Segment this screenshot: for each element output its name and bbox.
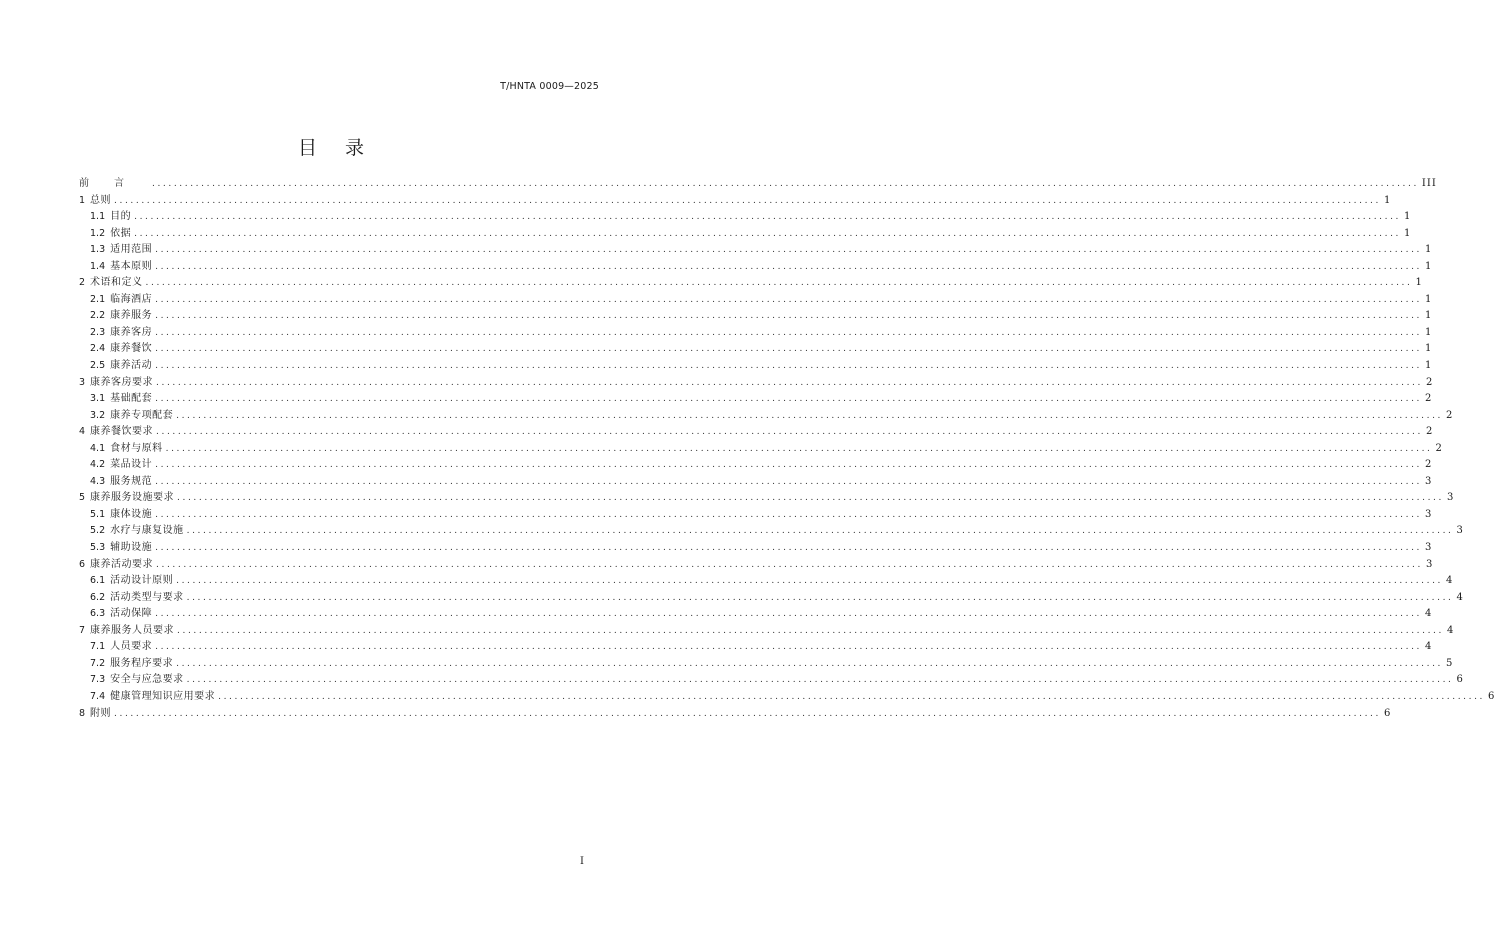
toc-entry-page: 4 [1425,641,1433,653]
toc-entry-title: 活动类型与要求 [110,591,184,603]
toc-leader-dots: ........................................................................................................................................................................................................................................ [177,625,1444,636]
toc-entry-title: 康养餐饮要求 [90,426,154,438]
toc-leader-dots: ........................................................................................................................................................................................................................................ [155,609,1423,620]
toc-leader-dots: ........................................................................................................................................................................................................................................ [155,327,1423,338]
toc-entry-page: 1 [1383,194,1392,206]
toc-leader-dots: ........................................................................................................................................................................................................................................ [155,361,1423,372]
toc-entry[interactable] [79,540,1433,557]
toc-entry[interactable] [79,341,1433,358]
toc-entry[interactable] [79,226,1412,243]
toc-entry-number: 6 [79,558,86,570]
page-title: 目录 [297,137,392,159]
toc-entry-page: 6 [1488,690,1495,702]
toc-leader-dots: ........................................................................................................................................................................................................................................ [177,493,1444,504]
toc-leader-dots: ........................................................................................................................................................................................................................................ [176,410,1444,421]
toc-leader-dots: ........................................................................................................................................................................................................................................ [218,691,1486,702]
toc-leader-dots: ........................................................................................................................................................................................................................................ [155,245,1423,256]
toc-entry-number: 1.4 [90,260,106,272]
toc-leader-dots: ........................................................................................................................................................................................................................................ [114,195,1381,206]
toc-entry-page: 1 [1404,227,1412,239]
toc-entry-title: 康养服务人员要求 [90,624,175,636]
toc-leader-dots: ........................................................................................................................................................................................................................................ [156,377,1423,388]
toc-entry-title: 安全与应急要求 [110,674,184,686]
toc-entry-page: 2 [1446,409,1454,421]
toc-leader-dots: ........................................................................................................................................................................................................................................ [176,576,1444,587]
toc-entry-title: 康养客房 [110,326,153,338]
toc-leader-dots: ........................................................................................................................................................................................................................................ [155,394,1423,405]
toc-entry-title: 健康管理知识应用要求 [110,690,216,702]
toc-entry-page: 3 [1425,508,1433,520]
toc-entry[interactable] [79,656,1454,673]
toc-entry-number: 1.3 [90,244,106,256]
toc-entry-number: 2.1 [90,293,106,305]
toc-entry-page: 5 [1446,657,1454,669]
toc-entry-title: 菜品设计 [110,459,153,471]
toc-entry-title: 适用范围 [110,244,153,256]
toc-entry-number: 2.4 [90,343,106,355]
toc-leader-dots: ........................................................................................................................................................................................................................................ [145,278,1413,289]
toc-entry-page: 1 [1425,293,1433,305]
page-number: I [580,856,584,867]
toc-entry[interactable] [79,275,1423,292]
toc-leader-dots: ........................................................................................................................................................................................................................................ [152,179,1419,189]
toc-entry[interactable] [79,606,1433,623]
toc-entry[interactable] [79,590,1464,607]
table-of-contents [79,176,1495,722]
toc-entry-title: 康养活动 [110,360,153,372]
toc-entry[interactable] [79,474,1433,491]
toc-entry-title: 活动保障 [110,608,153,620]
toc-leader-dots: ........................................................................................................................................................................................................................................ [176,658,1444,669]
toc-entry-title: 康体设施 [110,508,153,520]
toc-entry-number: 7.2 [90,657,106,669]
toc-entry[interactable] [79,689,1495,706]
toc-entry-page: 4 [1446,624,1455,636]
toc-entry-title: 基础配套 [110,393,153,405]
toc-entry-title: 目的 [110,211,132,223]
toc-entry-page: III [1421,178,1437,189]
toc-entry-number: 7.3 [90,674,106,686]
toc-entry-number: 3.2 [90,409,106,421]
toc-entry-title: 水疗与康复设施 [110,525,184,537]
toc-entry-page: 2 [1425,376,1434,388]
toc-entry-number: 2.2 [90,310,106,322]
toc-entry-number: 6.3 [90,608,106,620]
toc-leader-dots: ........................................................................................................................................................................................................................................ [134,212,1402,223]
toc-entry-title: 康养客房要求 [90,376,154,388]
toc-entry-page: 3 [1425,542,1433,554]
toc-entry[interactable] [79,441,1443,458]
toc-entry[interactable] [79,242,1433,259]
toc-entry-page: 3 [1446,492,1455,504]
toc-entry[interactable] [79,557,1434,574]
toc-entry-number: 6.1 [90,575,106,587]
toc-entry-page: 1 [1425,343,1433,355]
toc-entry-title: 术语和定义 [90,277,143,289]
toc-entry-number: 1.1 [90,211,106,223]
toc-entry-page: 1 [1415,277,1423,289]
toc-entry[interactable] [79,523,1464,540]
toc-entry[interactable] [79,672,1464,689]
toc-entry[interactable] [79,325,1433,342]
toc-entry[interactable] [79,408,1454,425]
toc-entry-title: 康养活动要求 [90,558,154,570]
toc-entry[interactable] [79,706,1392,723]
toc-entry-title: 康养服务 [110,310,153,322]
toc-entry-title: 服务程序要求 [110,657,174,669]
toc-leader-dots: ........................................................................................................................................................................................................................................ [165,443,1433,454]
toc-entry-number: 7 [79,624,86,636]
toc-entry-title: 总则 [90,194,112,206]
toc-entry-page: 6 [1456,674,1464,686]
toc-entry-page: 3 [1425,475,1433,487]
toc-entry[interactable] [79,176,1437,193]
toc-entry-title: 活动设计原则 [110,575,174,587]
toc-entry-number: 7.4 [90,690,106,702]
toc-entry-page: 2 [1425,459,1433,471]
toc-entry-number: 2 [79,277,86,289]
toc-entry-title: 临海酒店 [110,293,153,305]
toc-entry-number: 4.2 [90,459,106,471]
toc-entry[interactable] [79,375,1434,392]
toc-entry-number: 3.1 [90,393,106,405]
toc-entry[interactable] [79,573,1454,590]
toc-entry-title: 服务规范 [110,475,153,487]
toc-entry-page: 1 [1425,260,1433,272]
toc-entry[interactable] [79,358,1433,375]
toc-entry[interactable] [79,292,1433,309]
toc-entry-page: 1 [1425,326,1433,338]
toc-entry-page: 4 [1446,575,1454,587]
document-code: T/HNTA 0009—2025 [500,81,599,92]
toc-entry[interactable] [79,308,1433,325]
toc-entry-number: 6.2 [90,591,106,603]
toc-entry-page: 4 [1425,608,1433,620]
toc-entry-number: 5.1 [90,508,106,520]
toc-entry[interactable] [79,639,1433,656]
toc-entry-page: 6 [1383,707,1392,719]
toc-entry-title: 基本原则 [110,260,153,272]
toc-entry[interactable] [79,391,1433,408]
toc-leader-dots: ........................................................................................................................................................................................................................................ [186,675,1454,686]
toc-entry-page: 1 [1404,211,1412,223]
toc-leader-dots: ........................................................................................................................................................................................................................................ [186,592,1454,603]
toc-entry-number: 2.3 [90,326,106,338]
toc-entry-title: 康养服务设施要求 [90,492,175,504]
toc-entry-page: 4 [1456,591,1464,603]
toc-entry-title: 依据 [110,227,132,239]
toc-leader-dots: ........................................................................................................................................................................................................................................ [155,642,1423,653]
toc-entry-page: 1 [1425,360,1433,372]
toc-entry-number: 1.2 [90,227,106,239]
toc-entry[interactable] [79,507,1433,524]
toc-leader-dots: ........................................................................................................................................................................................................................................ [155,261,1423,272]
toc-entry-page: 2 [1425,426,1434,438]
toc-entry-title: 前言 [79,178,149,189]
toc-leader-dots: ........................................................................................................................................................................................................................................ [186,526,1454,537]
toc-leader-dots: ........................................................................................................................................................................................................................................ [156,427,1423,438]
toc-entry-number: 2.5 [90,360,106,372]
toc-entry-number: 5 [79,492,86,504]
toc-entry[interactable] [79,259,1433,276]
toc-entry-number: 3 [79,376,86,388]
toc-entry-number: 5.3 [90,542,106,554]
toc-entry[interactable] [79,209,1412,226]
toc-leader-dots: ........................................................................................................................................................................................................................................ [155,294,1423,305]
toc-leader-dots: ........................................................................................................................................................................................................................................ [156,559,1423,570]
toc-entry-page: 3 [1456,525,1464,537]
toc-entry-page: 1 [1425,310,1433,322]
toc-leader-dots: ........................................................................................................................................................................................................................................ [155,543,1423,554]
toc-entry-number: 4 [79,426,86,438]
toc-entry-number: 4.3 [90,475,106,487]
toc-entry-page: 2 [1435,442,1443,454]
toc-leader-dots: ........................................................................................................................................................................................................................................ [134,228,1402,239]
toc-leader-dots: ........................................................................................................................................................................................................................................ [155,460,1423,471]
toc-entry-title: 人员要求 [110,641,153,653]
toc-entry[interactable] [79,490,1455,507]
toc-entry[interactable] [79,457,1433,474]
toc-leader-dots: ........................................................................................................................................................................................................................................ [155,311,1423,322]
toc-entry-number: 1 [79,194,86,206]
toc-entry[interactable] [79,623,1455,640]
toc-entry-number: 4.1 [90,442,106,454]
toc-leader-dots: ........................................................................................................................................................................................................................................ [155,344,1423,355]
toc-leader-dots: ........................................................................................................................................................................................................................................ [155,476,1423,487]
toc-entry-title: 康养餐饮 [110,343,153,355]
toc-entry[interactable] [79,424,1434,441]
toc-entry[interactable] [79,193,1392,210]
toc-entry-page: 2 [1425,393,1433,405]
toc-entry-title: 辅助设施 [110,542,153,554]
toc-leader-dots: ........................................................................................................................................................................................................................................ [114,708,1381,719]
toc-entry-number: 8 [79,707,86,719]
toc-entry-number: 7.1 [90,641,106,653]
toc-entry-title: 食材与原料 [110,442,163,454]
toc-entry-number: 5.2 [90,525,106,537]
toc-entry-page: 1 [1425,244,1433,256]
toc-entry-title: 附则 [90,707,112,719]
toc-leader-dots: ........................................................................................................................................................................................................................................ [155,509,1423,520]
toc-entry-page: 3 [1425,558,1434,570]
toc-entry-title: 康养专项配套 [110,409,174,421]
